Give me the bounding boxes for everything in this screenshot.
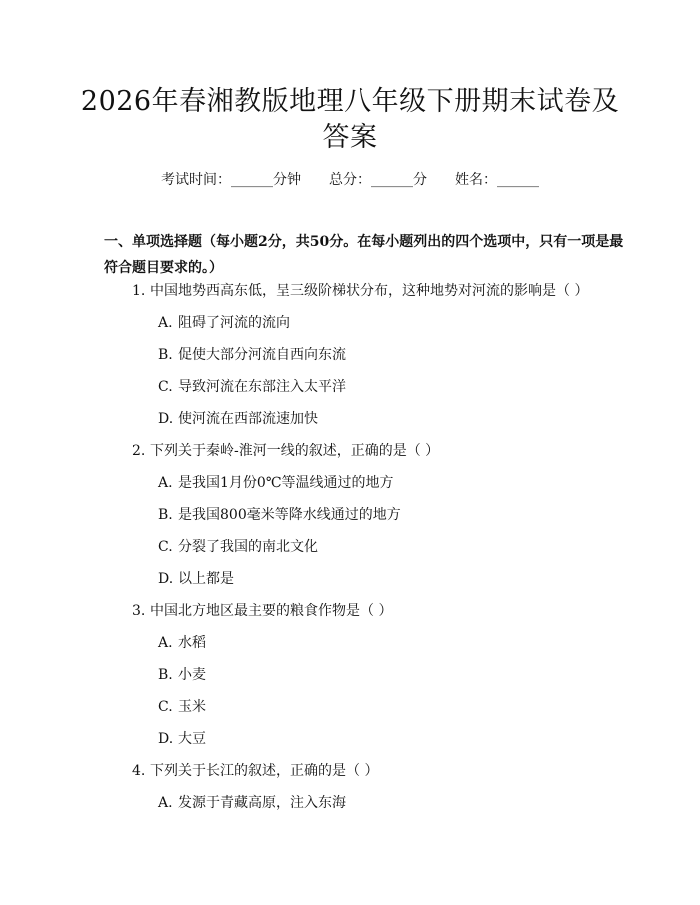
option-letter: D. bbox=[158, 411, 174, 427]
option-letter: D. bbox=[158, 731, 174, 747]
option-letter: A. bbox=[158, 315, 173, 331]
option-text: 水稻 bbox=[178, 635, 206, 651]
question-1-option-c bbox=[158, 377, 618, 397]
question-2 bbox=[132, 441, 632, 461]
exam-title-line-1: 2026年春湘教版地理八年级下册期末试卷及 bbox=[80, 86, 620, 117]
option-text: 大豆 bbox=[178, 731, 206, 747]
student-name-field: 姓名：______ bbox=[455, 172, 539, 188]
exam-meta bbox=[0, 170, 700, 190]
section-heading-single-choice: 一、单项选择题（每小题2分，共50分。在每小题列出的四个选项中，只有一项是最符合题目要求的。） bbox=[104, 234, 624, 276]
exam-score-field: 总分：______分 bbox=[329, 172, 427, 188]
option-text: 促使大部分河流自西向东流 bbox=[178, 347, 346, 363]
option-text: 分裂了我国的南北文化 bbox=[178, 539, 318, 555]
option-letter: D. bbox=[158, 571, 174, 587]
exam-title-line-2: 答案 bbox=[322, 122, 378, 153]
option-letter: A. bbox=[158, 795, 173, 811]
question-text: 中国地势西高东低，呈三级阶梯状分布，这种地势对河流的影响是（ ） bbox=[150, 283, 589, 299]
question-number: 3. bbox=[132, 603, 146, 619]
question-3-option-d bbox=[158, 729, 618, 749]
option-letter: A. bbox=[158, 475, 173, 491]
question-1-option-b bbox=[158, 345, 618, 365]
question-3-option-a bbox=[158, 633, 618, 653]
question-4-option-a bbox=[158, 793, 618, 813]
option-text: 发源于青藏高原，注入东海 bbox=[178, 795, 346, 811]
question-2-option-d bbox=[158, 569, 618, 589]
option-text: 小麦 bbox=[178, 667, 206, 683]
option-letter: B. bbox=[158, 507, 173, 523]
option-letter: B. bbox=[158, 347, 173, 363]
option-letter: A. bbox=[158, 635, 173, 651]
question-1 bbox=[132, 281, 632, 301]
option-text: 是我国800毫米等降水线通过的地方 bbox=[178, 507, 401, 523]
question-number: 4. bbox=[132, 763, 146, 779]
question-text: 下列关于秦岭-淮河一线的叙述，正确的是（ ） bbox=[150, 443, 440, 459]
question-1-option-d bbox=[158, 409, 618, 429]
question-number: 2. bbox=[132, 443, 146, 459]
question-2-option-a bbox=[158, 473, 618, 493]
option-letter: C. bbox=[158, 539, 173, 555]
option-letter: C. bbox=[158, 699, 173, 715]
question-3-option-c bbox=[158, 697, 618, 717]
question-text: 下列关于长江的叙述，正确的是（ ） bbox=[150, 763, 379, 779]
option-text: 是我国1月份0℃等温线通过的地方 bbox=[178, 475, 394, 491]
question-3 bbox=[132, 601, 632, 621]
exam-time-field: 考试时间：______分钟 bbox=[161, 172, 301, 188]
question-text: 中国北方地区最主要的粮食作物是（ ） bbox=[150, 603, 393, 619]
option-text: 以上都是 bbox=[178, 571, 234, 587]
option-letter: C. bbox=[158, 379, 173, 395]
option-text: 玉米 bbox=[178, 699, 206, 715]
option-text: 导致河流在东部注入太平洋 bbox=[178, 379, 346, 395]
question-1-option-a bbox=[158, 313, 618, 333]
option-text: 阻碍了河流的流向 bbox=[178, 315, 290, 331]
question-2-option-c bbox=[158, 537, 618, 557]
question-3-option-b bbox=[158, 665, 618, 685]
question-4 bbox=[132, 761, 632, 781]
question-number: 1. bbox=[132, 283, 146, 299]
option-letter: B. bbox=[158, 667, 173, 683]
question-2-option-b bbox=[158, 505, 618, 525]
option-text: 使河流在西部流速加快 bbox=[178, 411, 318, 427]
